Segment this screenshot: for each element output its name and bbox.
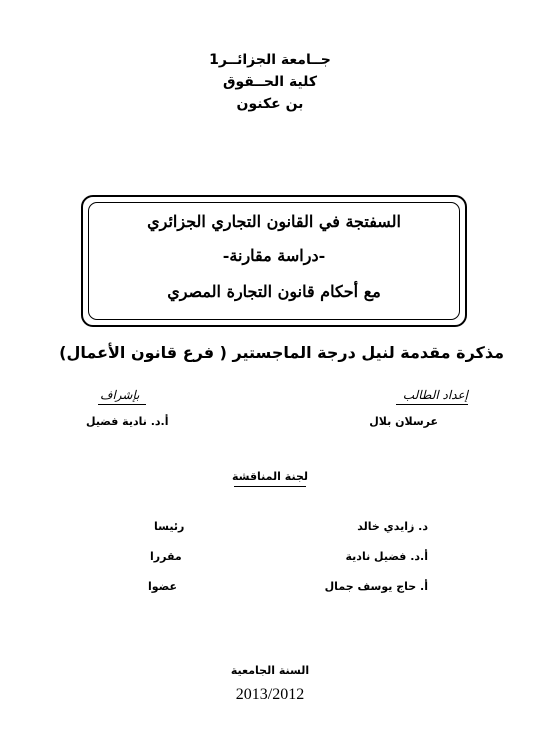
thesis-title-line-1: السفتجة في القانون التجاري الجزائري bbox=[147, 212, 401, 231]
committee-member-name: أ.د. فضيل نادية bbox=[345, 550, 428, 563]
student-label-underline bbox=[396, 404, 468, 405]
committee-member-name: أ. حاج يوسف جمال bbox=[324, 580, 428, 593]
faculty-name: كلية الحــقوق bbox=[222, 74, 318, 90]
supervisor-label-underline bbox=[98, 404, 146, 405]
supervisor-label: بإشراف bbox=[100, 388, 140, 402]
committee-title-underline bbox=[234, 486, 306, 487]
supervisor-name: أ.د. نادية فضيل bbox=[86, 415, 169, 428]
committee-member-role: عضوا bbox=[148, 580, 178, 593]
campus-name: بن عكنون bbox=[236, 96, 304, 112]
committee-member-role: رئيسا bbox=[154, 520, 185, 533]
university-name: جــامعة الجزائــر1 bbox=[209, 52, 331, 68]
memo-statement: مذكرة مقدمة لنيل درجة الماجستير ( فرع قانون الأعمال) bbox=[59, 343, 504, 362]
committee-title: لجنة المناقشة bbox=[231, 470, 308, 483]
student-name: عرسلان بلال bbox=[369, 415, 438, 428]
committee-member-role: مقررا bbox=[150, 550, 182, 563]
thesis-title-line-3: مع أحكام قانون التجارة المصري bbox=[167, 282, 381, 301]
academic-year-label: السنة الجامعية bbox=[230, 664, 310, 677]
academic-year-value: 2013/2012 bbox=[235, 686, 305, 703]
thesis-title-line-2: -دراسة مقارنة- bbox=[222, 246, 326, 265]
committee-member-name: د. زايدي خالد bbox=[357, 520, 428, 533]
student-label: إعداد الطالب bbox=[402, 388, 468, 402]
